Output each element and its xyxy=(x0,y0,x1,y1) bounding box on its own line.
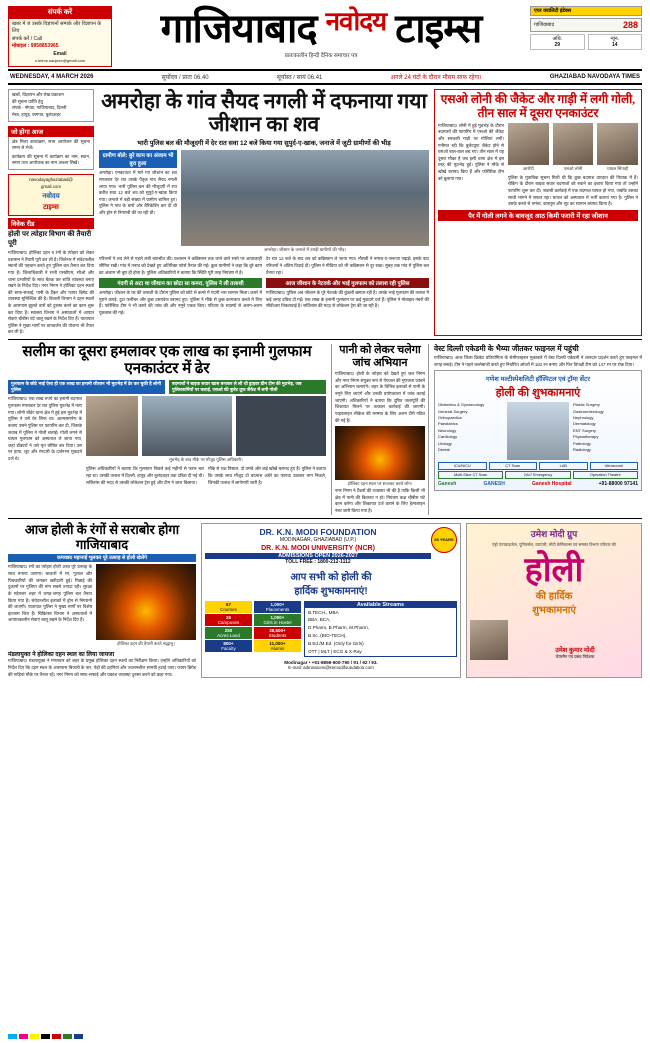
reg-blue xyxy=(74,1034,83,1039)
ad-modi-subtitle: MODINAGAR, GHAZIABAD (U.P.) xyxy=(279,536,357,543)
paper-title-accent: नवोदय xyxy=(325,7,387,36)
paper-title xyxy=(116,8,526,50)
aqi-title-label: एयर क्वालिटी इंडेक्स xyxy=(534,8,571,14)
feat-6: Operation Theatre xyxy=(573,471,638,479)
svc-l-6: Urology xyxy=(438,440,452,446)
stat-0 xyxy=(205,601,252,613)
ad-holi-main-3: शुभकामनाएं xyxy=(532,604,576,616)
quick-read-body: गाजियाबाद। होलिका दहन व रंगों के त्योहार को लेकर प्रशासन ने तैयारी पूरी कर ली है। जिलेभर में संवेदनशील स्थानों की पहचान करते हुए पुलिस बल तैनात कर दिया गया है। जिलाधिकारी ने सभी एसडीएम, सीओ और थाना प्रभारियों के साथ बैठक कर शांति व्यवस्था बनाए रखने के निर्देश दिए। नगर निगम ने होलिका दहन स्थलों की साफ-सफाई, पानी के टैंकर और फायर ब्रिगेड की व्यवस्था सुनिश्चित की है। बिजली विभाग ने दहन स्थलों के आसपास झूलते तारों को दुरुस्त करने का काम शुरू कर दिया है। स्वास्थ्य विभाग ने अस्पतालों में आपात सेवाएं चौबीस घंटे चालू रखने के निर्देश दिए हैं। यातायात पुलिस ने मुख्य मार्गों पर डायवर्जन की योजना भी तैयार कर ली है। xyxy=(8,250,94,335)
ad-holi-main-2: की हार्दिक xyxy=(535,590,573,602)
ad-holi-main-1: होली xyxy=(524,551,584,589)
ad-ganesh-features-2 xyxy=(438,471,638,479)
ad-modi-stats-streams xyxy=(205,601,457,658)
right-portraits xyxy=(508,123,638,208)
svc-r-1: Gastroenterology xyxy=(573,408,604,414)
reg-yellow xyxy=(30,1034,39,1039)
temp-max-value: 29 xyxy=(554,42,561,48)
notice-line-2: की सूचना प्राप्ति हेतु xyxy=(12,98,43,104)
svc-r-0: Plastic Surgery xyxy=(573,402,600,408)
svc-l-1: General Surgery xyxy=(438,408,468,414)
mid-photo-portrait xyxy=(86,396,138,456)
svc-r-2: Nephrology xyxy=(573,414,594,420)
divider-1 xyxy=(8,339,642,340)
ad-holi-top-text: उमेश मोदी ग्रुप xyxy=(530,528,578,539)
lead-subbox-1-head: गंदगी से अटा था जीशान का छोटा सा कमरा, पुलिस ने ली तलाशी xyxy=(99,278,262,288)
ad-holi-greeting[interactable] xyxy=(466,523,642,679)
portrait-1-label: आरोपी xyxy=(522,165,534,171)
ad-modi-email[interactable]: E-mail: admissions@knmodifoundation.com xyxy=(288,665,374,671)
contact-line-2: संपर्क करें / Call xyxy=(12,35,43,42)
ad-modi-admissions: ADMISSIONS OPEN 2026-2027 xyxy=(205,553,431,559)
ad-ganesh-phone[interactable]: +91-88000 97141 xyxy=(598,481,638,488)
right-upper xyxy=(438,123,638,208)
portrait-1 xyxy=(508,123,549,173)
bottom-left xyxy=(8,523,196,679)
mid-center-headline: पानी को लेकर चलेगा जांच अभियान xyxy=(339,343,421,369)
aqi-title xyxy=(530,6,642,16)
temp-max-label: अधि. xyxy=(552,36,563,42)
logo-line-1: नवोदय xyxy=(42,193,60,201)
ad-modi-stats xyxy=(205,601,301,658)
stat-2-label: Campuses xyxy=(217,619,240,625)
date-bar-weather-note: अगले 24 घंटों के दौरान मौसम साफ रहेगा। xyxy=(390,75,482,82)
today-item-2: कार्यक्रम की सूचना में कार्यक्रम का नाम, स्थान, समय तथा आयोजक का नाम अवश्य लिखें। xyxy=(12,153,90,166)
contact-email-label: Email xyxy=(53,51,67,58)
temp-max xyxy=(530,34,585,50)
svc-r-6: Pathology xyxy=(573,440,591,446)
mid-left-body-3: मौके से एक पिस्टल, दो तमंचे और कई खोखे बरामद हुए हैं। पुलिस ने बताया कि उसके साथ मौजूद दो बदमाश अंधेरे का फायदा उठाकर भाग निकले, जिनकी तलाश में छापेमारी जारी है। xyxy=(208,466,326,485)
portrait-1-photo xyxy=(508,123,549,165)
stat-0-num: 67 xyxy=(225,601,231,607)
bottom-body: गाजियाबाद। रंगों का त्योहार होली आज पूरे उत्साह के साथ मनाया जाएगा। बाजारों में रंग, गुलाल और पिचकारियों की जमकर खरीदारी हुई। मिठाई की दुकानों पर गुजिया की मांग सबसे ज्यादा रही। सुरक्षा के मद्देनजर शहर में जगह-जगह पुलिस बल तैनात किया गया है। संवेदनशील इलाकों में ड्रोन से निगरानी की जाएगी। यातायात पुलिस ने मुख्य मार्गों पर विशेष इंतजाम किए हैं। चिकित्सा विभाग ने अस्पतालों में आपातकालीन सेवाएं चालू रखने के निर्देश दिए हैं। xyxy=(8,564,92,623)
aqi-city: गाजियाबाद xyxy=(534,22,555,28)
ad-holi-sign-text xyxy=(512,645,638,660)
right-strip-head: पैर में गोली लगने के बावजूद आठ किमी फरारी में रहा जीशान xyxy=(438,210,638,221)
stream-4: B.Ed./M.Ed. (Only for Girls) xyxy=(308,640,364,646)
svc-l-2: Orthopaedics xyxy=(438,414,462,420)
lead-body-col2: परिजनों ने शव लेने से पहले लंबी बातचीत की। प्रशासन ने कब्रिस्तान तक जाने वाले रास्ते पर आवाजाही सीमित रखी। गांव में तनाव को देखते हुए अतिरिक्त फोर्स तैनात की गई। कुछ ग्रामीणों ने कहा कि बुरे काम का अंजाम भी बुरा ही होता है। पुलिस अधिकारियों ने बताया कि स्थिति पूरी तरह नियंत्रण में है। xyxy=(99,256,262,275)
bottom-body-2: गाजियाबाद। मंडलायुक्त ने मंगलवार को शहर के प्रमुख होलिका दहन स्थलों का निरीक्षण किया। उन्होंने अधिकारियों को निर्देश दिए कि दहन स्थल के आसपास बिजली के तार, पेड़ों की टहनियां और ज्वलनशील सामग्री हटाई जाए। फायर ब्रिगेड की गाड़ियां मौके पर तैनात रहें। नगर निगम को साफ-सफाई और प्रकाश व्यवस्था दुरुस्त करने को कहा गया। xyxy=(8,658,196,677)
mid-photo-street xyxy=(142,396,232,456)
svc-r-7: Radiology xyxy=(573,446,591,452)
stat-6 xyxy=(205,640,252,652)
mid-left-bullet-1: गुलफाम के छोटे भाई ऐसा ही एक लाख का इनामी जीशान भी मुठभेड़ में ढेर कर चुकी है लोनी पुलिस xyxy=(8,380,165,394)
svc-r-5: Physiotherapy xyxy=(573,434,599,440)
ad-modi-tollfree: TOLL FREE : 1800-212-1112 xyxy=(285,558,351,565)
stat-6-num: 800+ xyxy=(223,640,234,646)
notice-line-1: खबरें, विज्ञापन और लेख प्रकाशन xyxy=(12,92,64,98)
mid-center-body: गाजियाबाद। होली के त्योहार को देखते हुए जल निगम और नगर निगम संयुक्त रूप से पेयजल की गुणवत्ता जांचने का अभियान चलाएंगे। शहर के विभिन्न इलाकों से पानी के नमूने लिए जाएंगे और उनकी प्रयोगशाला में जांच कराई जाएगी। अधिकारियों ने बताया कि दूषित जलापूर्ति की शिकायत मिलने पर तत्काल कार्रवाई की जाएगी। पाइपलाइन लीकेज की मरम्मत के लिए अलग टीमें गठित की गई हैं। xyxy=(335,371,425,423)
ad-ganesh-subtitle: होली की शुभकामनाएं xyxy=(495,387,581,400)
color-registration-bar xyxy=(8,1034,642,1039)
contact-box-header: संपर्क करें xyxy=(9,7,111,19)
feat-1: CT Scan xyxy=(489,462,538,470)
lead-body-row xyxy=(99,256,429,276)
lead-subboxes xyxy=(99,278,429,316)
stat-1-num: 1,000+ xyxy=(270,601,285,607)
ad-modi-badge: 85 YEARS xyxy=(431,527,457,553)
date-bar xyxy=(8,71,642,85)
stat-4-label: Acres Land xyxy=(217,632,240,638)
lead-kicker-col xyxy=(99,150,177,254)
lead-kicker: ग्रामीण बोले: बुरे काम का अंजाम भी बुरा हुआ xyxy=(99,150,177,168)
mid-left-bullets xyxy=(8,380,326,394)
ad-ganesh-brand-3: Ganesh Hospital xyxy=(532,481,572,488)
mail-line-2: gmail.com xyxy=(40,183,61,189)
mid-section xyxy=(8,344,642,515)
stat-3-label: Girls in Hostel xyxy=(263,619,292,625)
temp-min-value: 14 xyxy=(611,42,618,48)
mid-left-body: गाजियाबाद। एक लाख रुपये का इनामी बदमाश गुलफाम मंगलवार देर रात पुलिस मुठभेड़ में मारा गया। लोनी बॉर्डर थाना क्षेत्र में हुई इस मुठभेड़ में पुलिस ने उसे घेर लिया था। आत्मसमर्पण के बजाय उसने पुलिस पर फायरिंग कर दी, जिसके जवाब में पुलिस ने गोली चलाई। गोली लगने से घायल गुलफाम को अस्पताल ले जाया गया, जहां डॉक्टरों ने उसे मृत घोषित कर दिया। उस पर हत्या, लूट और रंगदारी के दर्जनभर मुकदमे दर्ज थे। xyxy=(8,396,82,461)
date-bar-sunrise: सूर्योदय / प्रातः 06.40 xyxy=(161,75,209,82)
mid-photo-row xyxy=(86,396,326,456)
ad-ganesh-title: गणेश मल्टीस्पेशलिटी हॉस्पिटल एवं ट्रॉमा सेंटर xyxy=(486,376,590,384)
bottom-kicker: कमरछठ महानाई भूलकर पूरे उत्साह से होली खेलेंगे xyxy=(8,554,196,562)
mid-photo-caption: मुठभेड़ के बाद मौके पर मौजूद पुलिस अधिकारी। xyxy=(169,457,243,463)
portrait-3-label: घायल सिपाही xyxy=(607,165,629,171)
mid-center xyxy=(331,344,429,515)
ad-modi-foundation[interactable] xyxy=(201,523,461,679)
lead-photo xyxy=(181,150,429,246)
bottom-photo xyxy=(96,564,196,640)
portrait-2 xyxy=(553,123,594,173)
paper-title-sub: टाइम्स xyxy=(395,6,482,51)
bottom-content xyxy=(8,564,196,648)
stat-3-num: 1,000+ xyxy=(270,614,285,620)
mid-left-headline: सलीम का दूसरा हमलावर एक लाख का इनामी गुलफाम एनकाउंटर में ढेर xyxy=(22,343,312,378)
right-body-2: पुलिस के मुताबिक सूचना मिली थी कि कुछ बदमाश वारदात की फिराक में हैं। चेकिंग के दौरान बाइक सवार बदमाशों को रुकने का इशारा किया गया तो उन्होंने फायरिंग शुरू कर दी। जवाबी कार्रवाई में एक बदमाश घायल हो गया, जबकि उसका साथी भागने में सफल रहा। घायल को अस्पताल में भर्ती कराया गया है। पुलिस ने उसके कब्जे से तमंचा, कारतूस और लूट का सामान बरामद किया है। xyxy=(508,174,638,207)
stat-1-label: Placements xyxy=(265,606,290,612)
stat-7 xyxy=(254,640,301,652)
svc-r-3: Dermatology xyxy=(573,421,596,427)
contact-line-1: खबर में ज उसके विज्ञापनों सम्पर्क और विज्ञापन के लिए xyxy=(12,21,102,35)
bottom-photo-caption: होलिका दहन की तैयारी करते श्रद्धालु। xyxy=(117,641,175,647)
stream-1: BBA, BCA, xyxy=(308,617,331,623)
portrait-row xyxy=(508,123,638,173)
stat-4-num: 250 xyxy=(224,627,233,633)
lead-subbox-2-body: गाजियाबाद। पुलिस अब जीशान के पूरे नेटवर्क की कुंडली खंगाल रही है। उसके भाई गुलफाम की तलाश में कई जगह दबिश दी गई। एक लाख के इनामी गुलफाम पर कई मुकदमे दर्ज हैं। पुलिस ने मोबाइल नंबरों की सीडीआर निकलवाई है। सर्विलांस की मदद से लोकेशन ट्रेस की जा रही है। xyxy=(266,290,429,309)
notice-box xyxy=(8,89,94,121)
ad-modi-top xyxy=(205,527,457,565)
today-item-1: क्षेत्र मिला काव्यक्रम, सभा आयोजन की सूचना समय से भेजें। xyxy=(12,138,90,151)
ad-ganesh-brand-2: GANESH xyxy=(483,481,505,488)
left-rail xyxy=(8,89,94,336)
stream-0: B.TECH., MBA xyxy=(308,609,339,615)
paper-title-main: गाजियाबाद xyxy=(160,6,317,51)
portrait-2-label: एसओ लोनी xyxy=(563,165,583,171)
bottom-subhead: मंडलायुक्त ने होलिका दहन स्थल का लिया जायजा xyxy=(8,652,115,659)
feat-0: ICU/NICU xyxy=(438,462,487,470)
aqi-value: 288 xyxy=(622,20,638,30)
paper-subline: प्रातःकालीन हिन्दी दैनिक समाचार पत्र xyxy=(284,53,358,59)
masthead-title-block xyxy=(112,6,530,59)
notice-line-3: संपर्क - नोएडा, गाजियाबाद, दिल्ली xyxy=(12,105,67,111)
stat-row-1 xyxy=(205,601,301,613)
ad-holi-designation: चेयरमैन एवं प्रबंध निदेशक xyxy=(555,653,595,659)
mid-center-caption: होलिका दहन स्थल पर सजावट करते लोग। xyxy=(347,481,413,487)
quick-read-header: विवेक रीड xyxy=(8,218,94,229)
contact-box xyxy=(8,6,112,67)
mid-left xyxy=(8,344,326,515)
svc-l-5: Cardiology xyxy=(438,434,458,440)
lead-headline: अमरोहा के गांव सैयद नगली में दफनाया गया जीशान का शव xyxy=(101,89,427,137)
lead-photo-caption: अमरोहा। जीशान के जनाजे में उमड़ी ग्रामीणों की भीड़। xyxy=(263,247,346,253)
ad-modi-streams xyxy=(304,601,457,658)
mid-center-photo xyxy=(335,426,425,480)
stat-7-label: Alumni xyxy=(270,645,285,651)
today-items xyxy=(8,137,94,170)
ad-ganesh-hospital[interactable] xyxy=(434,370,642,491)
mid-left-photos xyxy=(86,396,326,486)
svc-l-7: Dental xyxy=(438,446,450,452)
stream-3: B.Sc. (BIO-TECH), xyxy=(308,632,347,638)
lead-photo-col xyxy=(181,150,429,254)
mid-left-body-2: पुलिस अधिकारियों ने बताया कि गुलफाम पिछले कई महीनों से फरार चल रहा था। उसकी तलाश में दिल्ली, हापुड़ और बुलंदशहर तक दबिश दी गई थी। सर्विलांस की मदद से उसकी लोकेशन ट्रेस हुई और टीम ने जाल बिछाया। xyxy=(86,466,204,485)
stat-5 xyxy=(254,627,301,639)
stat-0-label: Courses xyxy=(220,606,237,612)
stat-2-num: 26 xyxy=(225,614,231,620)
notice-line-4: मेरठ, हापुड़, बागपत, बुलंदशहर xyxy=(12,112,61,118)
ad-modi-greeting-2: हार्दिक शुभकामनाएं! xyxy=(294,585,368,597)
reg-black xyxy=(41,1034,50,1039)
ad-modi-title: DR. K.N. MODI FOUNDATION xyxy=(259,526,377,537)
date-bar-paper-name: GHAZIABAD NAVODAYA TIMES xyxy=(549,74,640,81)
ad-holi-signature: उमेश कुमार मोदी xyxy=(555,646,595,654)
right-body: गाजियाबाद। लोनी में हुई मुठभेड़ के दौरान बदमाशों की फायरिंग में एसओ की जैकेट और सरकारी गाड़ी पर गोलियां लगीं। गनीमत रही कि बुलेटप्रूफ जैकेट होने से एसओ बाल-बाल बच गए। तीन साल में यह दूसरा मौका है जब इसी थाना क्षेत्र में इस तरह की मुठभेड़ हुई। पुलिस ने मौके से खोखे बरामद किए हैं और फोरेंसिक टीम को बुलाया गया। xyxy=(438,122,504,181)
stat-row-2 xyxy=(205,614,301,626)
lead-subbox-2 xyxy=(266,278,429,316)
streams-list xyxy=(305,608,456,657)
ad-modi-univ: DR. K.N. MODI UNIVERSITY (NCR) xyxy=(261,544,375,552)
lead-story xyxy=(99,89,429,336)
date-bar-date: WEDNESDAY, 4 MARCH 2026 xyxy=(10,74,94,81)
ad-ganesh-features xyxy=(438,462,638,470)
stream-5: OTT | MLT | ECG & X-Ray xyxy=(308,648,362,654)
mid-right-body: गाजियाबाद। अंतर जिला क्रिकेट प्रतियोगिता के सेमीफाइनल मुकाबले में वेस्ट दिल्ली एकेडमी ने शानदार प्रदर्शन करते हुए फाइनल में जगह बनाई। टीम ने पहले बल्लेबाजी करते हुए निर्धारित ओवरों में 182 रन बनाए और फिर विपक्षी टीम को 147 रन पर रोक दिया। xyxy=(434,354,642,367)
stat-5-num: 38,500+ xyxy=(269,627,286,633)
portrait-3-photo xyxy=(597,123,638,165)
mid-center-body-2: नगर निगम ने टैंकरों की व्यवस्था भी की है ताकि किसी भी क्षेत्र में पानी की किल्लत न हो। नियंत्रण कक्ष चौबीस घंटे काम करेगा और शिकायत दर्ज कराने के लिए हेल्पलाइन नंबर जारी किया गया है। xyxy=(335,488,425,513)
svc-l-0: Obstetrics & Gynaecology xyxy=(438,402,485,408)
stat-7-num: 11,000+ xyxy=(269,640,286,646)
lead-subhead: भारी पुलिस बल की मौजूदगी में देर रात सवा 12 बजे किया गया सुपुर्द-ए-खाक, जनाजे में जुटी ग्रामीणों की भीड़ xyxy=(137,140,391,148)
reg-magenta xyxy=(19,1034,28,1039)
reg-cyan xyxy=(8,1034,17,1039)
ad-ganesh-services-right xyxy=(573,402,638,460)
ad-modi-titles xyxy=(205,527,431,565)
ad-holi-signature-block xyxy=(470,620,638,660)
feat-4: Multi-Slice CT Scan xyxy=(438,471,503,479)
feat-3: Ultrasound xyxy=(590,462,639,470)
right-headline: एसओ लोनी की जैकेट और गाड़ी में लगी गोली, तीन साल में दूसरा एनकाउंटर xyxy=(440,92,636,120)
mail-box xyxy=(8,174,94,216)
ad-modi-contact[interactable]: Modinagar • +91-8859-500-790 / 91 / 92 / 93. xyxy=(284,660,378,666)
contact-email: s.brims.nanjeev@gmail.com xyxy=(34,58,86,64)
stat-3 xyxy=(254,614,301,626)
lead-body-col1: अमरोहा। एनकाउंटर में मारे गए जीशान का शव मंगलवार देर रात उसके पैतृक गांव सैयद नगली लाया गया। भारी पुलिस बल की मौजूदगी में रात करीब सवा 12 बजे शव को सुपुर्द-ए-खाक किया गया। जनाजे में बड़ी संख्या में ग्रामीण शामिल हुए। पुलिस ने गांव के चारों ओर बैरिकेडिंग कर दी थी और ड्रोन से निगरानी की जा रही थी। xyxy=(99,170,177,216)
contact-line-3: मोबाइल : 9958853965 xyxy=(12,42,59,49)
svc-l-4: Neurology xyxy=(438,427,457,433)
bottom-section xyxy=(8,523,642,679)
ad-modi-greeting-1: आप सभी को होली की xyxy=(290,571,372,583)
stat-5-label: Students xyxy=(268,632,287,638)
quick-read-title: होली पर त्योहार विभाग की तैयारी पूरी xyxy=(8,231,92,247)
ad-ganesh-brand-1: Ganesh xyxy=(438,481,457,488)
stat-4 xyxy=(205,627,252,639)
lead-subbox-2-head: आज जीशान के नेटवर्क और भाई गुलफाम को तलाश रही पुलिस xyxy=(266,278,429,288)
ad-ganesh-photo xyxy=(507,402,569,460)
logo-line-2: टाइम्स xyxy=(43,203,59,211)
mid-right-headline: वेस्ट दिल्ली एकेडमी के भैय्या जीतकर फाइनल में पहुंची xyxy=(434,343,579,353)
reg-green xyxy=(63,1034,72,1039)
stream-2: D.Pharm, B.Pharm, M.Pharm, xyxy=(308,625,370,631)
ad-ganesh-footer xyxy=(438,481,638,487)
top-section xyxy=(8,89,642,336)
ad-holi-sub-text: एंड्रो एंटरप्राइजेज, यूनिवर्सल, व्यापारी, मोदी केमिकल्स एवं समस्त विभाग परिवार की xyxy=(492,541,616,547)
ad-ganesh-services-left xyxy=(438,402,503,460)
bottom-headline: आज होली के रंगों से सराबोर होगा गाजियाबाद xyxy=(24,521,180,552)
lead-upper xyxy=(99,150,429,254)
temp-min xyxy=(588,34,643,50)
stat-6-label: Faculty xyxy=(221,645,236,651)
right-column xyxy=(434,89,642,336)
svc-r-4: ENT Surgery xyxy=(573,427,597,433)
divider-2 xyxy=(8,518,642,519)
masthead xyxy=(8,6,642,71)
stat-2 xyxy=(205,614,252,626)
mid-right xyxy=(434,344,642,515)
temp-min-label: न्यून. xyxy=(610,36,620,42)
lead-body-col3: देर रात 12 बजे के बाद शव को कब्रिस्तान ले जाया गया। मौलवी ने नमाज-ए-जनाजा पढ़ाई। इसके बाद परिजनों ने अंतिम विदाई दी। पुलिस ने मीडिया को भी कब्रिस्तान से दूर रखा। सुबह तक गांव में पुलिस बल तैनात रहा। xyxy=(266,256,429,275)
temperature-block xyxy=(530,34,642,50)
aqi-row xyxy=(530,18,642,32)
lead-subbox-1-body: अमरोहा। जीशान के घर की तलाशी के दौरान पुलिस को छोटे से कमरे में गंदगी भरा सामान मिला। कमरे में पुराने कपड़े, टूटा फर्नीचर और कुछ दस्तावेज बरामद हुए। पुलिस ने मौके से कुछ कागजात कब्जे में लिए हैं। फोरेंसिक टीम ने भी कमरे की जांच की और नमूने एकत्र किए। परिवार के सदस्यों से अलग-अलग पूछताछ की गई। xyxy=(99,290,262,316)
stat-row-3 xyxy=(205,627,301,639)
portrait-2-photo xyxy=(553,123,594,165)
mid-left-bullet-2: बदमाशों ने बाइक सवार खास बनाकर ले ली थी ड्राइवर डीम टीम की मुठभेड़, जब पुलिसकर्मियों पर चलाई, एसओ की बुलेट प्रूफ जैकेट में लगी गोली xyxy=(169,380,326,394)
feat-5: 24x7 Emergency xyxy=(505,471,570,479)
ad-ganesh-services xyxy=(438,402,638,460)
mid-photo-night xyxy=(236,396,326,456)
ad-holi-portrait xyxy=(470,620,508,660)
bottom-photo-col xyxy=(96,564,196,648)
reg-red xyxy=(52,1034,61,1039)
svc-l-3: Paediatrics xyxy=(438,421,458,427)
masthead-info xyxy=(530,6,642,50)
mid-left-content xyxy=(8,396,326,486)
mail-line-1: navodayaghaziabad@ xyxy=(29,177,73,183)
stat-row-4 xyxy=(205,640,301,652)
lead-subbox-1 xyxy=(99,278,262,316)
mid-left-body-row xyxy=(86,466,326,486)
feat-2: LAB xyxy=(539,462,588,470)
portrait-3 xyxy=(597,123,638,173)
today-header: जो होगा आज xyxy=(8,126,94,137)
streams-title: Available Streams xyxy=(305,602,456,608)
date-bar-sunset: सूर्यास्त / सायं 06.41 xyxy=(276,75,323,82)
stat-1 xyxy=(254,601,301,613)
